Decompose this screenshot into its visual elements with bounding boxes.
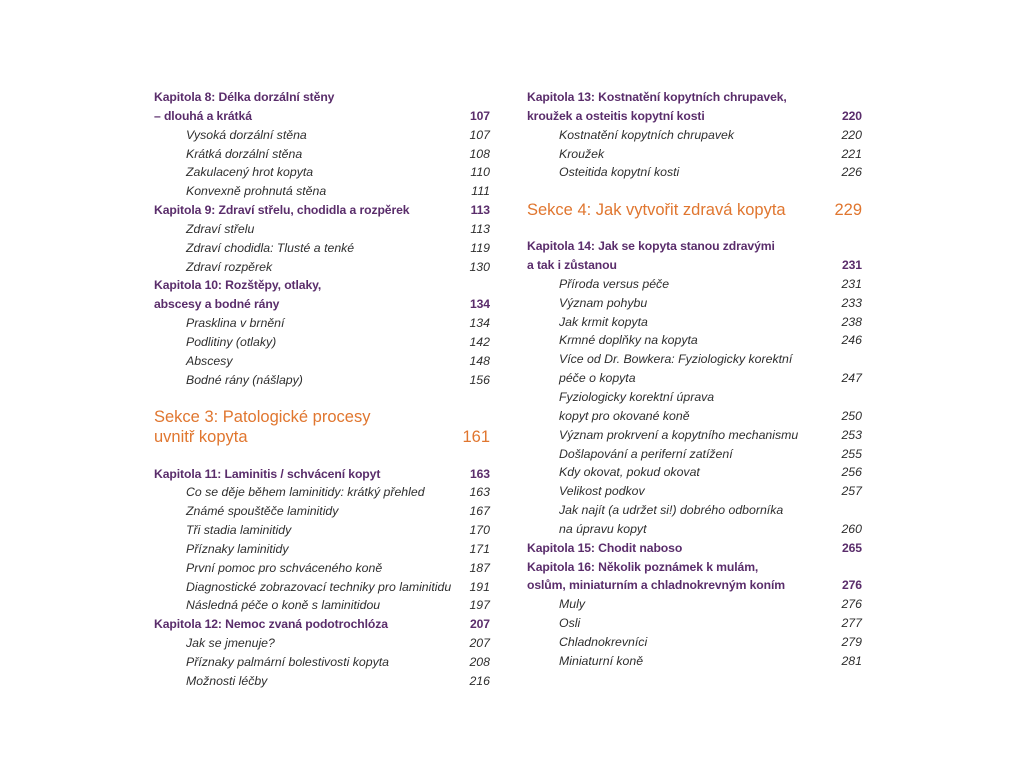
toc-entry-title: – dlouhá a krátká <box>154 108 252 123</box>
toc-entry-title-line <box>527 539 862 558</box>
toc-page-number: 110 <box>470 165 490 180</box>
toc-page-number: 134 <box>469 297 490 312</box>
toc-entry-title-line <box>154 371 490 390</box>
toc-page-number: 134 <box>469 316 490 331</box>
toc-page-number: 226 <box>841 165 862 180</box>
toc-entry-title: První pomoc pro schváceného koně <box>186 560 383 575</box>
toc-entry-title: Krmné doplňky na kopyta <box>559 333 698 348</box>
toc-entry-title: na úpravu kopyt <box>559 521 647 536</box>
toc-entry-title: Muly <box>559 597 585 612</box>
toc-entry-title-line <box>154 126 490 145</box>
toc-sub-entry[interactable] <box>154 182 490 201</box>
toc-sub-entry[interactable] <box>527 275 862 294</box>
toc-page-number: 148 <box>469 353 490 368</box>
toc-page-number: 191 <box>469 579 490 594</box>
toc-page-number: 279 <box>841 634 862 649</box>
toc-entry-title: kroužek a osteitis kopytní kosti <box>527 108 705 123</box>
toc-entry-title-line <box>527 520 862 539</box>
toc-entry-title: Konvexně prohnutá stěna <box>186 184 327 199</box>
toc-page-number: 238 <box>841 314 862 329</box>
toc-entry-title-line <box>154 276 490 295</box>
toc-column-left <box>154 88 490 691</box>
toc-entry-title-line <box>527 445 862 464</box>
toc-sub-entry[interactable] <box>154 163 490 182</box>
toc-entry-title: Miniaturní koně <box>559 653 644 668</box>
toc-page-number: 253 <box>841 427 862 442</box>
toc-entry-title: Vysoká dorzální stěna <box>186 127 307 142</box>
toc-entry-title: Sekce 3: Patologické procesy <box>154 408 371 426</box>
toc-entry-title: Kroužek <box>559 146 605 161</box>
toc-column-right <box>527 88 862 671</box>
toc-page-number: 231 <box>841 276 862 291</box>
toc-entry-title-line <box>527 633 862 652</box>
toc-entry-title: Diagnostické zobrazovací techniky pro laminitidu <box>186 579 452 594</box>
toc-entry-title: Bodné rány (nášlapy) <box>186 372 303 387</box>
toc-sub-entry[interactable] <box>154 352 490 371</box>
toc-entry-title: Prasklina v brnění <box>186 316 285 331</box>
toc-section-entry[interactable] <box>527 200 862 220</box>
toc-entry-title: Kostnatění kopytních chrupavek <box>559 127 734 142</box>
toc-sub-entry[interactable] <box>154 126 490 145</box>
toc-sub-entry[interactable] <box>154 220 490 239</box>
toc-page-number: 220 <box>841 127 862 142</box>
toc-entry-title: Příznaky laminitidy <box>186 541 289 556</box>
toc-page-number: 265 <box>841 540 862 555</box>
toc-entry-title: Chladnokrevníci <box>559 634 648 649</box>
toc-entry-title: Sekce 4: Jak vytvořit zdravá kopyta <box>527 200 786 219</box>
toc-entry-title: Známé spouštěče laminitidy <box>186 504 339 519</box>
toc-entry-title: Kapitola 14: Jak se kopyta stanou zdravými <box>527 239 775 254</box>
toc-page-number: 276 <box>841 578 862 593</box>
toc-entry-title-line <box>154 540 490 559</box>
toc-sub-entry[interactable] <box>527 482 862 501</box>
toc-entry-title-line <box>527 107 862 126</box>
toc-entry-title-line <box>154 107 490 126</box>
toc-entry-title: Více od Dr. Bowkera: Fyziologicky korektní <box>559 352 793 367</box>
toc-entry-title: Následná péče o koně s laminitidou <box>186 598 381 613</box>
toc-entry-title-line <box>527 482 862 501</box>
toc-entry-title-line <box>527 126 862 145</box>
toc-page-number: 216 <box>469 673 490 688</box>
toc-sub-entry[interactable] <box>527 163 862 182</box>
toc-entry-title: Kapitola 15: Chodit naboso <box>527 540 683 555</box>
toc-page-number: 276 <box>841 597 862 612</box>
toc-entry-title-line <box>154 258 490 277</box>
toc-entry-title-line <box>527 350 862 369</box>
toc-chapter-entry[interactable] <box>527 237 862 275</box>
toc-sub-entry[interactable] <box>154 239 490 258</box>
toc-entry-title-line <box>527 237 862 256</box>
toc-sub-entry[interactable] <box>154 314 490 333</box>
toc-entry-title: Zdraví chodidla: Tlusté a tenké <box>186 240 355 255</box>
toc-entry-title-line <box>527 407 862 426</box>
toc-chapter-entry[interactable] <box>154 88 490 126</box>
toc-page-number: 108 <box>469 146 490 161</box>
toc-entry-title: Co se děje během laminitidy: krátký přehled <box>186 485 425 500</box>
toc-entry-title: Podlitiny (otlaky) <box>186 334 277 349</box>
toc-entry-title: Kapitola 12: Nemoc zvaná podotrochlóza <box>154 617 388 632</box>
toc-entry-title: Význam prokrvení a kopytního mechanismu <box>559 427 799 442</box>
toc-entry-title-line <box>527 388 862 407</box>
toc-sub-entry[interactable] <box>154 502 490 521</box>
toc-entry-title-line <box>527 558 862 577</box>
toc-entry-title-line <box>154 333 490 352</box>
toc-entry-title: kopyt pro okované koně <box>559 408 690 423</box>
toc-page-number: 113 <box>470 221 490 236</box>
toc-entry-title: Možnosti léčby <box>186 673 268 688</box>
toc-entry-title-line <box>154 672 490 691</box>
toc-sub-entry[interactable] <box>527 445 862 464</box>
toc-entry-title: Došlapování a periferní zatížení <box>559 446 733 461</box>
toc-sub-entry[interactable] <box>154 596 490 615</box>
toc-entry-title: abscesy a bodné rány <box>154 297 280 312</box>
toc-sub-entry[interactable] <box>154 653 490 672</box>
toc-entry-title: Kapitola 10: Rozštěpy, otlaky, <box>154 278 322 293</box>
toc-page-number: 187 <box>469 560 490 575</box>
toc-sub-entry[interactable] <box>154 371 490 390</box>
toc-page-number: 255 <box>841 446 862 461</box>
toc-page-number: 156 <box>469 372 490 387</box>
toc-entry-title-line <box>527 595 862 614</box>
toc-page-number: 163 <box>469 485 490 500</box>
toc-entry-title-line <box>527 294 862 313</box>
toc-entry-title-line <box>527 313 862 332</box>
toc-entry-title: Jak najít (a udržet si!) dobrého odborníka <box>559 503 784 518</box>
toc-entry-title: Zdraví rozpěrek <box>186 259 273 274</box>
toc-entry-title-line <box>154 634 490 653</box>
toc-sub-entry[interactable] <box>527 331 862 350</box>
toc-chapter-entry[interactable] <box>154 465 490 484</box>
toc-page-number: 207 <box>469 636 490 651</box>
toc-chapter-entry[interactable] <box>154 276 490 314</box>
toc-entry-title-line <box>154 615 490 634</box>
toc-entry-title: péče o kopyta <box>559 371 636 386</box>
toc-entry-title-line <box>527 163 862 182</box>
toc-entry-title-line <box>154 653 490 672</box>
toc-sub-entry[interactable] <box>527 388 862 426</box>
toc-page-number: 107 <box>469 127 490 142</box>
toc-entry-title: Jak krmit kopyta <box>559 314 648 329</box>
toc-entry-title: Tři stadia laminitidy <box>186 523 292 538</box>
toc-page-number: 111 <box>471 184 490 199</box>
toc-chapter-entry[interactable] <box>527 88 862 126</box>
toc-entry-title-line <box>527 501 862 520</box>
toc-sub-entry[interactable] <box>154 540 490 559</box>
toc-entry-title-line <box>154 596 490 615</box>
toc-entry-title: Kapitola 8: Délka dorzální stěny <box>154 90 335 104</box>
toc-entry-title: Velikost podkov <box>559 484 645 499</box>
toc-entry-title: Kdy okovat, pokud okovat <box>559 465 700 480</box>
toc-sub-entry[interactable] <box>527 652 862 671</box>
toc-entry-title-line <box>154 352 490 371</box>
toc-page-number: 229 <box>834 200 862 219</box>
toc-sub-entry[interactable] <box>154 333 490 352</box>
toc-entry-title: oslům, miniaturním a chladnokrevným koním <box>527 578 785 593</box>
toc-entry-title-line <box>154 502 490 521</box>
toc-entry-title-line <box>154 427 490 447</box>
toc-entry-title-line <box>527 275 862 294</box>
toc-entry-title: Kapitola 9: Zdraví střelu, chodidla a rozpěrek <box>154 203 410 218</box>
toc-page-number: 208 <box>469 654 490 669</box>
toc-page-number: 247 <box>841 371 862 386</box>
toc-page-number: 221 <box>841 146 862 161</box>
toc-page-number: 233 <box>841 295 862 310</box>
toc-sub-entry[interactable] <box>527 145 862 164</box>
toc-sub-entry[interactable] <box>154 559 490 578</box>
toc-chapter-entry[interactable] <box>154 615 490 634</box>
toc-sub-entry[interactable] <box>527 350 862 388</box>
toc-entry-title: Příznaky palmární bolestivosti kopyta <box>186 654 389 669</box>
toc-page-number: 281 <box>841 653 862 668</box>
toc-entry-title: a tak i zůstanou <box>527 258 617 273</box>
toc-page-number: 231 <box>841 258 862 273</box>
toc-page-number: 171 <box>469 541 490 556</box>
toc-entry-title: Kapitola 13: Kostnatění kopytních chrupavek, <box>527 90 787 104</box>
toc-entry-title-line <box>154 239 490 258</box>
toc-entry-title: Zdraví střelu <box>186 221 255 236</box>
toc-entry-title: Osteitida kopytní kosti <box>559 165 680 180</box>
toc-page-number: 163 <box>469 466 490 481</box>
toc-entry-title-line <box>154 314 490 333</box>
toc-sub-entry[interactable] <box>527 595 862 614</box>
toc-entry-title-line <box>154 407 490 427</box>
toc-page-number: 197 <box>469 598 490 613</box>
toc-entry-title: Jak se jmenuje? <box>186 636 275 651</box>
toc-entry-title: Fyziologicky korektní úprava <box>559 389 715 404</box>
toc-entry-title: Krátká dorzální stěna <box>186 146 303 161</box>
toc-entry-title-line <box>527 426 862 445</box>
toc-page-number: 250 <box>841 408 862 423</box>
toc-entry-title-line <box>527 614 862 633</box>
toc-sub-entry[interactable] <box>154 521 490 540</box>
toc-entry-title-line <box>154 201 490 220</box>
toc-entry-title-line <box>154 578 490 597</box>
toc-entry-title: Zakulacený hrot kopyta <box>186 165 314 180</box>
toc-chapter-entry[interactable] <box>527 539 862 558</box>
toc-sub-entry[interactable] <box>154 672 490 691</box>
toc-page-number: 246 <box>841 333 862 348</box>
toc-sub-entry[interactable] <box>154 578 490 597</box>
toc-entry-title: Význam pohybu <box>559 295 648 310</box>
toc-entry-title-line <box>527 463 862 482</box>
toc-page-number: 119 <box>470 240 490 255</box>
toc-page-number: 142 <box>469 334 490 349</box>
toc-entry-title-line <box>154 559 490 578</box>
toc-entry-title: Příroda versus péče <box>559 276 670 291</box>
toc-entry-title-line <box>154 88 490 107</box>
toc-entry-title-line <box>154 163 490 182</box>
toc-sub-entry[interactable] <box>527 614 862 633</box>
toc-entry-title: Kapitola 16: Několik poznámek k mulám, <box>527 559 759 574</box>
toc-page-number: 277 <box>841 616 862 631</box>
toc-sub-entry[interactable] <box>154 145 490 164</box>
toc-sub-entry[interactable] <box>527 313 862 332</box>
toc-entry-title: Kapitola 11: Laminitis / schvácení kopyt <box>154 466 381 481</box>
toc-chapter-entry[interactable] <box>154 201 490 220</box>
toc-page-number: 207 <box>469 617 490 632</box>
toc-page-number: 257 <box>841 484 862 499</box>
toc-page-number: 167 <box>469 504 490 519</box>
toc-entry-title-line <box>527 88 862 107</box>
toc-entry-title-line <box>527 576 862 595</box>
toc-entry-title: Abscesy <box>186 353 233 368</box>
toc-sub-entry[interactable] <box>527 126 862 145</box>
toc-entry-title-line <box>154 145 490 164</box>
toc-sub-entry[interactable] <box>527 426 862 445</box>
toc-section-entry[interactable] <box>154 407 490 447</box>
toc-page-number: 161 <box>462 428 490 446</box>
toc-entry-title: uvnitř kopyta <box>154 428 248 446</box>
toc-sub-entry[interactable] <box>527 463 862 482</box>
toc-entry-title-line <box>527 369 862 388</box>
toc-page-number: 113 <box>470 203 490 218</box>
toc-entry-title: Osli <box>559 616 581 631</box>
toc-page-number: 260 <box>841 521 862 536</box>
toc-entry-title-line <box>527 200 862 220</box>
toc-sub-entry[interactable] <box>154 258 490 277</box>
toc-entry-title-line <box>527 652 862 671</box>
toc-entry-title-line <box>527 145 862 164</box>
toc-entry-title-line <box>154 182 490 201</box>
toc-page-number: 170 <box>469 523 490 538</box>
toc-sub-entry[interactable] <box>154 634 490 653</box>
toc-sub-entry[interactable] <box>527 294 862 313</box>
toc-entry-title-line <box>154 521 490 540</box>
toc-chapter-entry[interactable] <box>527 558 862 596</box>
toc-entry-title-line <box>154 220 490 239</box>
toc-entry-title-line <box>154 295 490 314</box>
toc-sub-entry[interactable] <box>154 483 490 502</box>
toc-entry-title-line <box>527 331 862 350</box>
toc-page-number: 256 <box>841 465 862 480</box>
toc-entry-title-line <box>527 256 862 275</box>
toc-entry-title-line <box>154 483 490 502</box>
toc-page-number: 130 <box>469 259 490 274</box>
toc-sub-entry[interactable] <box>527 501 862 539</box>
toc-sub-entry[interactable] <box>527 633 862 652</box>
toc-page-number: 107 <box>469 108 490 123</box>
toc-page-number: 220 <box>841 108 862 123</box>
toc-entry-title-line <box>154 465 490 484</box>
